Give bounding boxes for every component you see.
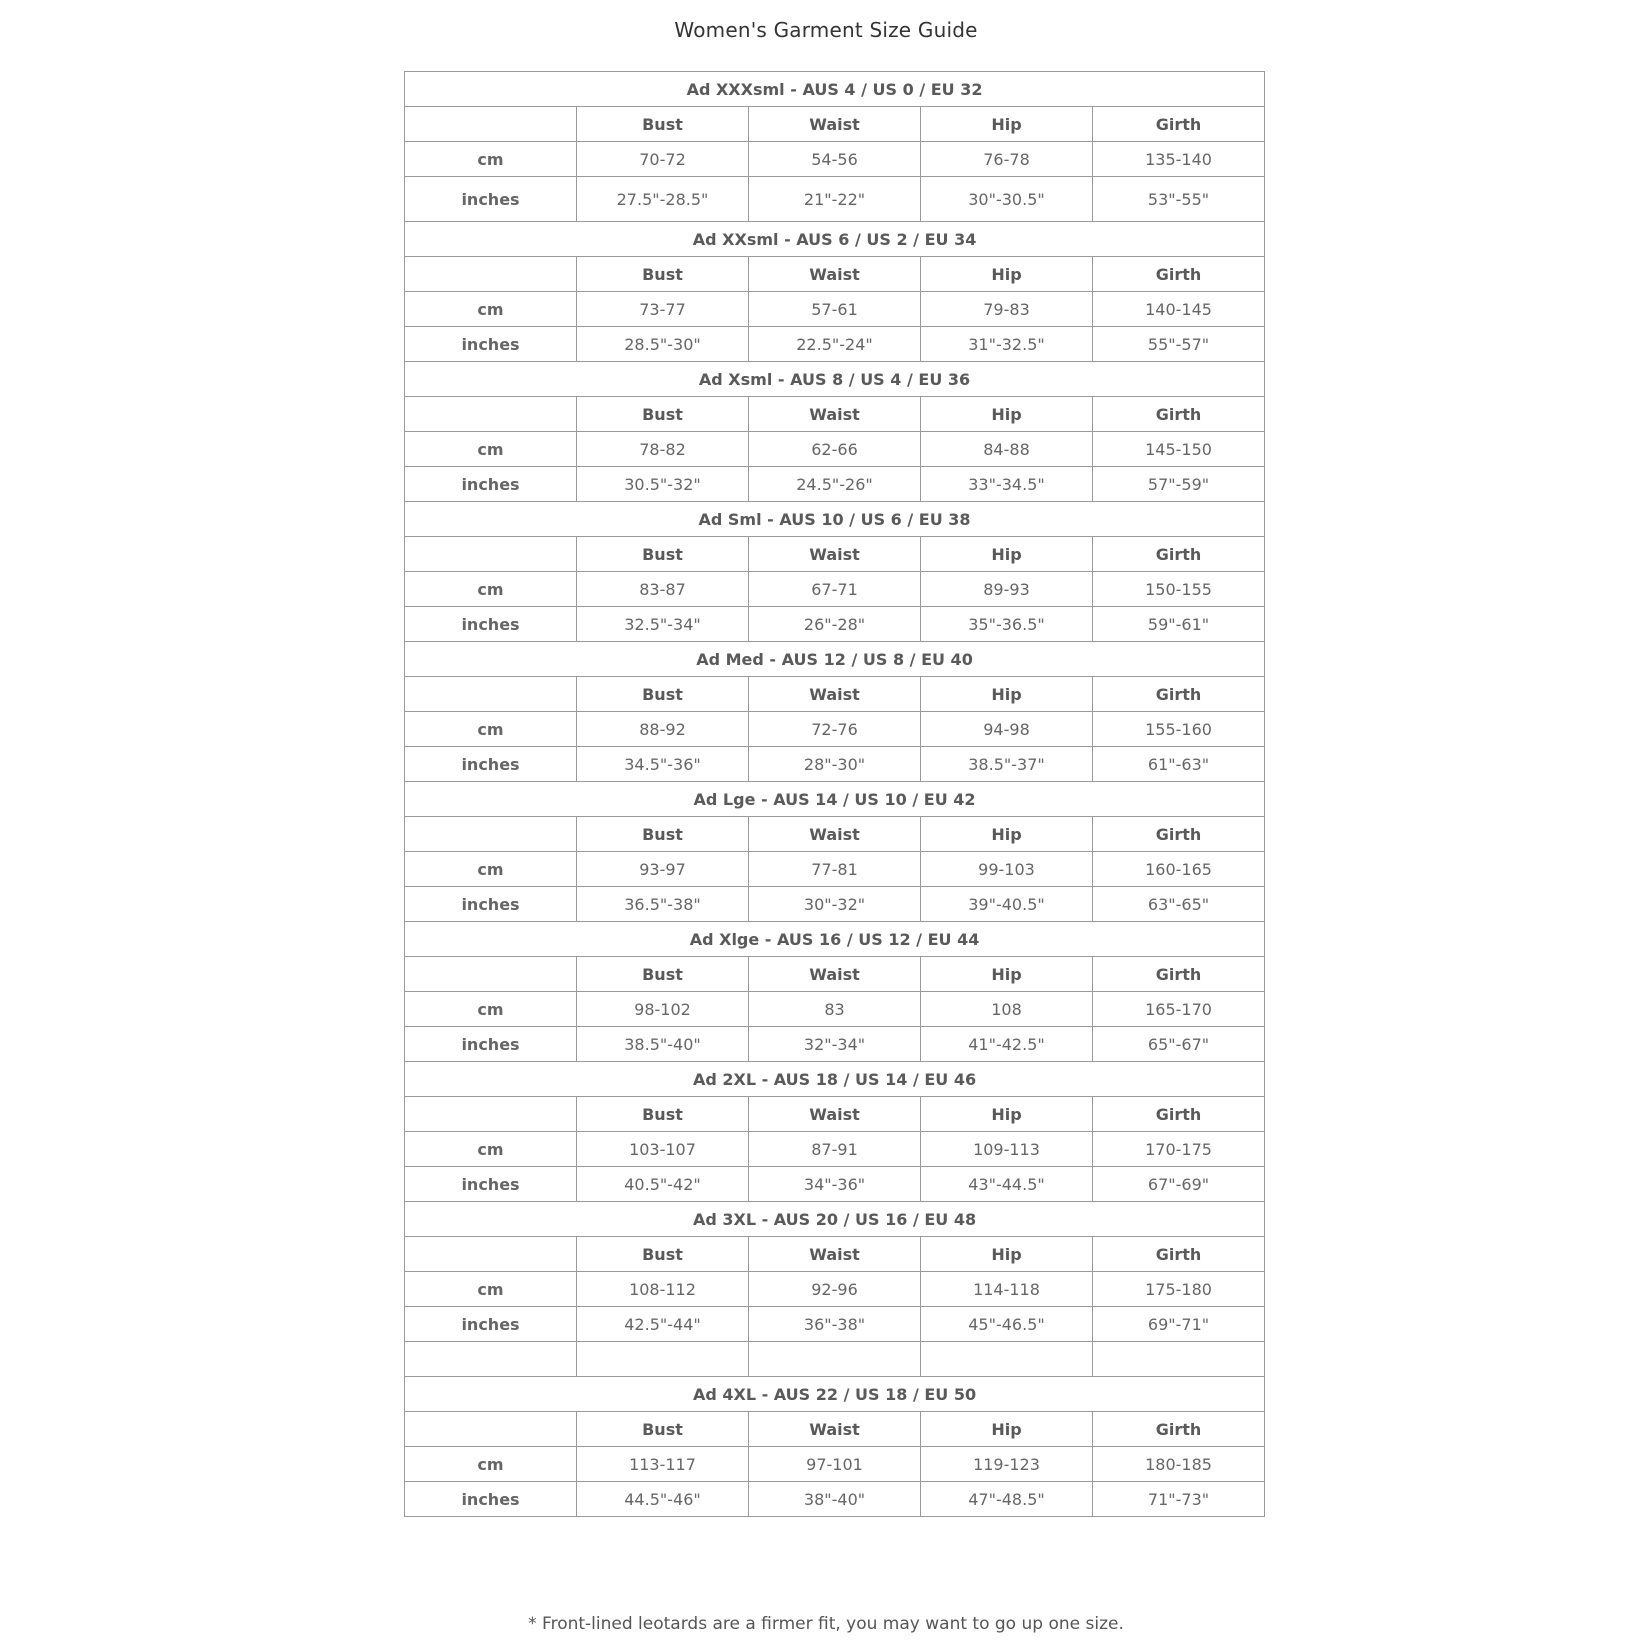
blank-cell bbox=[405, 1412, 577, 1447]
inches-value: 41"-42.5" bbox=[921, 1027, 1093, 1062]
inches-value: 32.5"-34" bbox=[577, 607, 749, 642]
inches-row bbox=[405, 1482, 1265, 1517]
inches-value: 22.5"-24" bbox=[749, 327, 921, 362]
inches-row bbox=[405, 747, 1265, 782]
inches-value: 38"-40" bbox=[749, 1482, 921, 1517]
column-header-girth: Girth bbox=[1093, 397, 1265, 432]
size-header: Ad Med - AUS 12 / US 8 / EU 40 bbox=[405, 642, 1265, 677]
size-header: Ad Xsml - AUS 8 / US 4 / EU 36 bbox=[405, 362, 1265, 397]
size-header: Ad Lge - AUS 14 / US 10 / EU 42 bbox=[405, 782, 1265, 817]
column-header-girth: Girth bbox=[1093, 107, 1265, 142]
blank-cell bbox=[405, 677, 577, 712]
inches-value: 44.5"-46" bbox=[577, 1482, 749, 1517]
inches-value: 47"-48.5" bbox=[921, 1482, 1093, 1517]
column-header-row bbox=[405, 1237, 1265, 1272]
size-header-row bbox=[405, 642, 1265, 677]
size-header: Ad 3XL - AUS 20 / US 16 / EU 48 bbox=[405, 1202, 1265, 1237]
column-header-girth: Girth bbox=[1093, 1237, 1265, 1272]
column-header-row bbox=[405, 397, 1265, 432]
cm-value: 119-123 bbox=[921, 1447, 1093, 1482]
empty-cell bbox=[1093, 1342, 1265, 1377]
column-header-row bbox=[405, 537, 1265, 572]
size-header: Ad XXXsml - AUS 4 / US 0 / EU 32 bbox=[405, 72, 1265, 107]
column-header-hip: Hip bbox=[921, 397, 1093, 432]
cm-value: 73-77 bbox=[577, 292, 749, 327]
column-header-row bbox=[405, 677, 1265, 712]
inches-value: 30.5"-32" bbox=[577, 467, 749, 502]
inches-row bbox=[405, 467, 1265, 502]
cm-value: 83 bbox=[749, 992, 921, 1027]
footnote: * Front-lined leotards are a firmer fit, you may want to go up one size. bbox=[528, 1614, 1124, 1634]
column-header-hip: Hip bbox=[921, 1097, 1093, 1132]
column-header-waist: Waist bbox=[749, 397, 921, 432]
inches-value: 33"-34.5" bbox=[921, 467, 1093, 502]
blank-cell bbox=[405, 1097, 577, 1132]
column-header-girth: Girth bbox=[1093, 677, 1265, 712]
size-header-row bbox=[405, 502, 1265, 537]
column-header-bust: Bust bbox=[577, 397, 749, 432]
cm-value: 67-71 bbox=[749, 572, 921, 607]
size-header-row bbox=[405, 1377, 1265, 1412]
cm-row bbox=[405, 432, 1265, 467]
cm-value: 98-102 bbox=[577, 992, 749, 1027]
cm-row bbox=[405, 992, 1265, 1027]
inches-row bbox=[405, 1027, 1265, 1062]
cm-value: 135-140 bbox=[1093, 142, 1265, 177]
column-header-row bbox=[405, 1412, 1265, 1447]
inches-value: 30"-32" bbox=[749, 887, 921, 922]
cm-value: 180-185 bbox=[1093, 1447, 1265, 1482]
column-header-hip: Hip bbox=[921, 107, 1093, 142]
row-label-inches: inches bbox=[405, 327, 577, 362]
cm-value: 175-180 bbox=[1093, 1272, 1265, 1307]
blank-cell bbox=[405, 397, 577, 432]
column-header-row bbox=[405, 107, 1265, 142]
inches-value: 45"-46.5" bbox=[921, 1307, 1093, 1342]
inches-value: 36.5"-38" bbox=[577, 887, 749, 922]
inches-value: 67"-69" bbox=[1093, 1167, 1265, 1202]
inches-value: 63"-65" bbox=[1093, 887, 1265, 922]
column-header-waist: Waist bbox=[749, 537, 921, 572]
size-header-row bbox=[405, 782, 1265, 817]
row-label-inches: inches bbox=[405, 1027, 577, 1062]
row-label-inches: inches bbox=[405, 1307, 577, 1342]
column-header-waist: Waist bbox=[749, 257, 921, 292]
cm-value: 97-101 bbox=[749, 1447, 921, 1482]
column-header-waist: Waist bbox=[749, 1097, 921, 1132]
blank-cell bbox=[405, 257, 577, 292]
empty-cell bbox=[405, 1342, 577, 1377]
size-header: Ad Sml - AUS 10 / US 6 / EU 38 bbox=[405, 502, 1265, 537]
inches-value: 69"-71" bbox=[1093, 1307, 1265, 1342]
inches-value: 65"-67" bbox=[1093, 1027, 1265, 1062]
row-label-cm: cm bbox=[405, 1272, 577, 1307]
cm-value: 79-83 bbox=[921, 292, 1093, 327]
column-header-girth: Girth bbox=[1093, 1097, 1265, 1132]
size-header-row bbox=[405, 1062, 1265, 1097]
inches-value: 31"-32.5" bbox=[921, 327, 1093, 362]
column-header-waist: Waist bbox=[749, 677, 921, 712]
column-header-hip: Hip bbox=[921, 677, 1093, 712]
cm-value: 84-88 bbox=[921, 432, 1093, 467]
inches-value: 35"-36.5" bbox=[921, 607, 1093, 642]
size-header: Ad Xlge - AUS 16 / US 12 / EU 44 bbox=[405, 922, 1265, 957]
row-label-cm: cm bbox=[405, 712, 577, 747]
column-header-waist: Waist bbox=[749, 817, 921, 852]
column-header-row bbox=[405, 957, 1265, 992]
inches-value: 34"-36" bbox=[749, 1167, 921, 1202]
inches-value: 32"-34" bbox=[749, 1027, 921, 1062]
cm-value: 113-117 bbox=[577, 1447, 749, 1482]
inches-row bbox=[405, 1167, 1265, 1202]
column-header-girth: Girth bbox=[1093, 257, 1265, 292]
cm-value: 72-76 bbox=[749, 712, 921, 747]
row-label-inches: inches bbox=[405, 467, 577, 502]
column-header-girth: Girth bbox=[1093, 957, 1265, 992]
column-header-row bbox=[405, 257, 1265, 292]
inches-value: 39"-40.5" bbox=[921, 887, 1093, 922]
column-header-row bbox=[405, 817, 1265, 852]
size-header-row bbox=[405, 1202, 1265, 1237]
inches-value: 59"-61" bbox=[1093, 607, 1265, 642]
column-header-waist: Waist bbox=[749, 1412, 921, 1447]
column-header-girth: Girth bbox=[1093, 537, 1265, 572]
cm-value: 150-155 bbox=[1093, 572, 1265, 607]
inches-value: 38.5"-40" bbox=[577, 1027, 749, 1062]
inches-row bbox=[405, 887, 1265, 922]
cm-value: 88-92 bbox=[577, 712, 749, 747]
column-header-waist: Waist bbox=[749, 957, 921, 992]
inches-row bbox=[405, 177, 1265, 222]
cm-row bbox=[405, 1132, 1265, 1167]
row-label-inches: inches bbox=[405, 1482, 577, 1517]
column-header-bust: Bust bbox=[577, 1097, 749, 1132]
inches-value: 71"-73" bbox=[1093, 1482, 1265, 1517]
cm-value: 165-170 bbox=[1093, 992, 1265, 1027]
cm-value: 92-96 bbox=[749, 1272, 921, 1307]
cm-row bbox=[405, 852, 1265, 887]
row-label-cm: cm bbox=[405, 992, 577, 1027]
column-header-bust: Bust bbox=[577, 107, 749, 142]
size-header: Ad 2XL - AUS 18 / US 14 / EU 46 bbox=[405, 1062, 1265, 1097]
cm-row bbox=[405, 142, 1265, 177]
row-label-cm: cm bbox=[405, 1132, 577, 1167]
row-label-inches: inches bbox=[405, 887, 577, 922]
cm-value: 70-72 bbox=[577, 142, 749, 177]
cm-value: 108 bbox=[921, 992, 1093, 1027]
inches-value: 38.5"-37" bbox=[921, 747, 1093, 782]
size-header-row bbox=[405, 72, 1265, 107]
cm-value: 109-113 bbox=[921, 1132, 1093, 1167]
size-header: Ad 4XL - AUS 22 / US 18 / EU 50 bbox=[405, 1377, 1265, 1412]
inches-value: 30"-30.5" bbox=[921, 177, 1093, 222]
row-label-cm: cm bbox=[405, 142, 577, 177]
row-label-inches: inches bbox=[405, 1167, 577, 1202]
inches-value: 28.5"-30" bbox=[577, 327, 749, 362]
row-label-inches: inches bbox=[405, 607, 577, 642]
row-label-cm: cm bbox=[405, 572, 577, 607]
cm-row bbox=[405, 1272, 1265, 1307]
column-header-bust: Bust bbox=[577, 1412, 749, 1447]
blank-cell bbox=[405, 537, 577, 572]
column-header-waist: Waist bbox=[749, 1237, 921, 1272]
size-guide-table bbox=[404, 71, 1265, 1517]
column-header-hip: Hip bbox=[921, 1237, 1093, 1272]
inches-row bbox=[405, 607, 1265, 642]
column-header-girth: Girth bbox=[1093, 817, 1265, 852]
inches-value: 21"-22" bbox=[749, 177, 921, 222]
column-header-bust: Bust bbox=[577, 957, 749, 992]
cm-value: 54-56 bbox=[749, 142, 921, 177]
cm-value: 108-112 bbox=[577, 1272, 749, 1307]
column-header-hip: Hip bbox=[921, 537, 1093, 572]
row-label-cm: cm bbox=[405, 1447, 577, 1482]
cm-row bbox=[405, 712, 1265, 747]
inches-value: 53"-55" bbox=[1093, 177, 1265, 222]
inches-row bbox=[405, 1307, 1265, 1342]
empty-row bbox=[405, 1342, 1265, 1377]
cm-value: 145-150 bbox=[1093, 432, 1265, 467]
inches-value: 28"-30" bbox=[749, 747, 921, 782]
size-header-row bbox=[405, 362, 1265, 397]
inches-value: 55"-57" bbox=[1093, 327, 1265, 362]
blank-cell bbox=[405, 1237, 577, 1272]
inches-value: 57"-59" bbox=[1093, 467, 1265, 502]
inches-value: 43"-44.5" bbox=[921, 1167, 1093, 1202]
column-header-hip: Hip bbox=[921, 257, 1093, 292]
column-header-bust: Bust bbox=[577, 817, 749, 852]
cm-value: 103-107 bbox=[577, 1132, 749, 1167]
size-header-row bbox=[405, 222, 1265, 257]
inches-value: 26"-28" bbox=[749, 607, 921, 642]
inches-value: 27.5"-28.5" bbox=[577, 177, 749, 222]
inches-value: 36"-38" bbox=[749, 1307, 921, 1342]
empty-cell bbox=[577, 1342, 749, 1377]
cm-value: 94-98 bbox=[921, 712, 1093, 747]
blank-cell bbox=[405, 817, 577, 852]
cm-value: 57-61 bbox=[749, 292, 921, 327]
cm-value: 114-118 bbox=[921, 1272, 1093, 1307]
column-header-bust: Bust bbox=[577, 257, 749, 292]
cm-value: 93-97 bbox=[577, 852, 749, 887]
column-header-waist: Waist bbox=[749, 107, 921, 142]
page-title: Women's Garment Size Guide bbox=[674, 18, 978, 42]
blank-cell bbox=[405, 107, 577, 142]
inches-value: 40.5"-42" bbox=[577, 1167, 749, 1202]
cm-value: 99-103 bbox=[921, 852, 1093, 887]
cm-value: 83-87 bbox=[577, 572, 749, 607]
column-header-hip: Hip bbox=[921, 1412, 1093, 1447]
empty-cell bbox=[749, 1342, 921, 1377]
column-header-bust: Bust bbox=[577, 537, 749, 572]
cm-value: 170-175 bbox=[1093, 1132, 1265, 1167]
cm-value: 140-145 bbox=[1093, 292, 1265, 327]
size-header: Ad XXsml - AUS 6 / US 2 / EU 34 bbox=[405, 222, 1265, 257]
column-header-bust: Bust bbox=[577, 677, 749, 712]
inches-value: 61"-63" bbox=[1093, 747, 1265, 782]
column-header-hip: Hip bbox=[921, 957, 1093, 992]
inches-value: 24.5"-26" bbox=[749, 467, 921, 502]
cm-row bbox=[405, 292, 1265, 327]
column-header-row bbox=[405, 1097, 1265, 1132]
row-label-cm: cm bbox=[405, 852, 577, 887]
blank-cell bbox=[405, 957, 577, 992]
inches-value: 34.5"-36" bbox=[577, 747, 749, 782]
cm-value: 155-160 bbox=[1093, 712, 1265, 747]
cm-value: 62-66 bbox=[749, 432, 921, 467]
cm-row bbox=[405, 1447, 1265, 1482]
column-header-hip: Hip bbox=[921, 817, 1093, 852]
cm-value: 87-91 bbox=[749, 1132, 921, 1167]
inches-value: 42.5"-44" bbox=[577, 1307, 749, 1342]
empty-cell bbox=[921, 1342, 1093, 1377]
cm-value: 78-82 bbox=[577, 432, 749, 467]
row-label-cm: cm bbox=[405, 292, 577, 327]
cm-value: 160-165 bbox=[1093, 852, 1265, 887]
cm-value: 89-93 bbox=[921, 572, 1093, 607]
cm-value: 76-78 bbox=[921, 142, 1093, 177]
inches-row bbox=[405, 327, 1265, 362]
cm-value: 77-81 bbox=[749, 852, 921, 887]
column-header-girth: Girth bbox=[1093, 1412, 1265, 1447]
row-label-inches: inches bbox=[405, 177, 577, 222]
cm-row bbox=[405, 572, 1265, 607]
row-label-inches: inches bbox=[405, 747, 577, 782]
column-header-bust: Bust bbox=[577, 1237, 749, 1272]
row-label-cm: cm bbox=[405, 432, 577, 467]
size-header-row bbox=[405, 922, 1265, 957]
